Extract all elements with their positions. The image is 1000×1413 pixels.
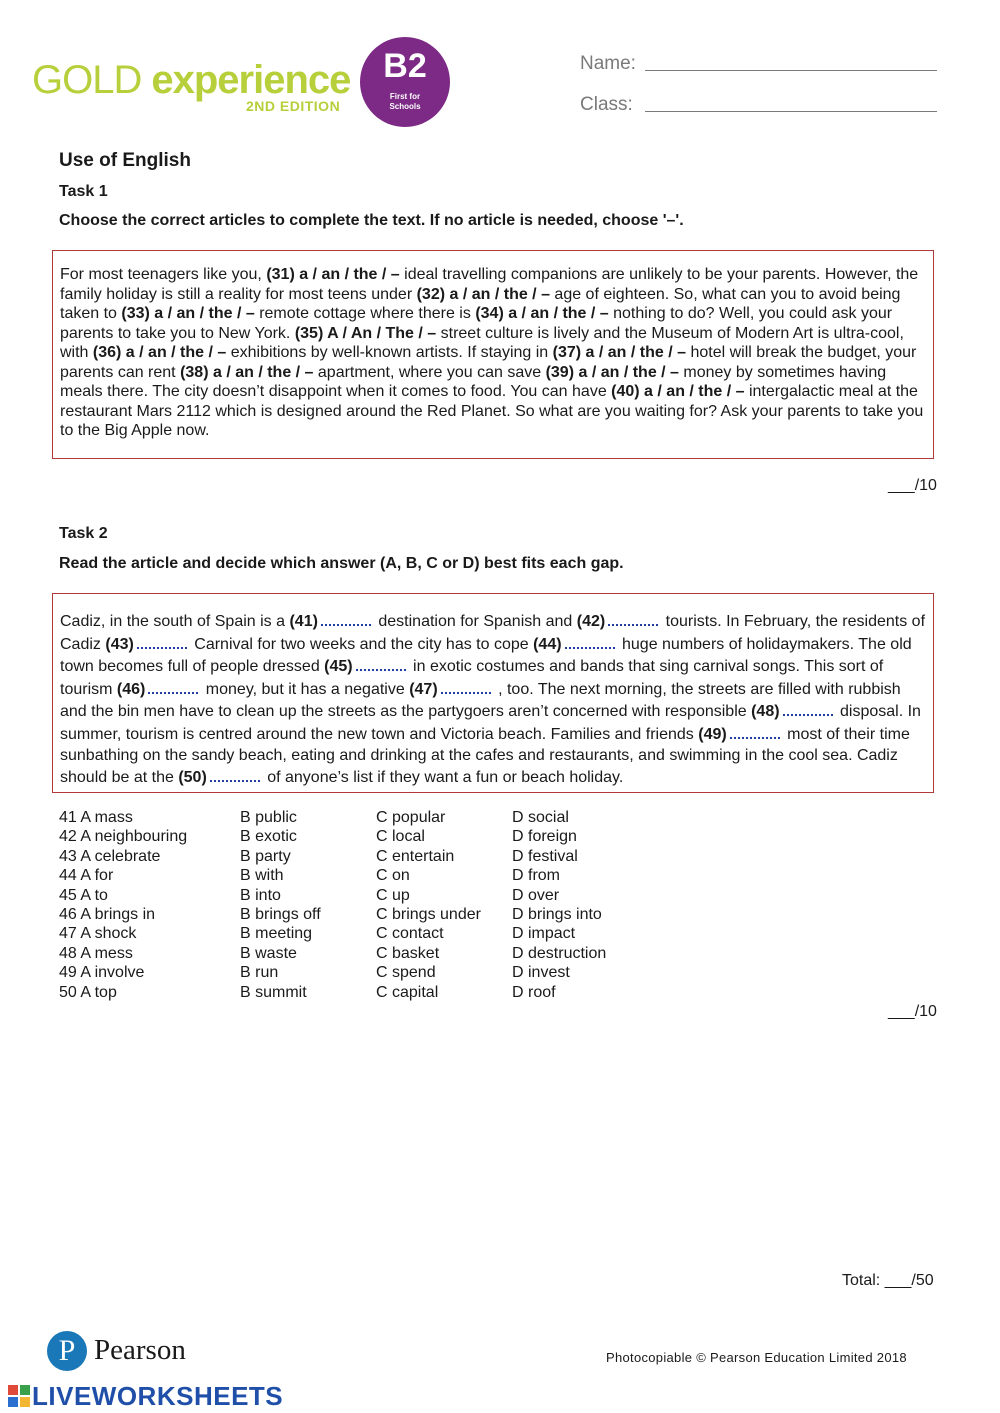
gap-43-label: (43) bbox=[105, 635, 134, 653]
option-48-b[interactable]: B waste bbox=[240, 944, 297, 962]
option-43-c[interactable]: C entertain bbox=[376, 847, 455, 865]
choice-39[interactable]: (39) a / an / the / – bbox=[545, 363, 679, 381]
option-47-d[interactable]: D impact bbox=[512, 925, 576, 943]
page-title: Use of English bbox=[59, 150, 191, 171]
task1-passage: For most teenagers like you, (31) a / an / the / – ideal travelling companions are unlikely to be your parents. However, the family holiday is still a reality for most teens under (32) a / an / the / – age of eighteen. So, what can you to avoid being taken to (33) a / an / the / – remote cottage where there is (34) a / an / the / – nothing to do? Well, you could ask your parents to take you to New York. (35) A / An / The / – street culture is lively and the Museum of Modern Art is ultra-cool, with (36) a / an / the / – exhibitions by well-known artists. If staying in (37) a / an / the / – hotel will break the budget, your parents can rent (38) a / an / the / – apartment, where you can save (39) a / an / the / – money by sometimes having meals there. The city doesn’t disappoint when it comes to food. You can have (40) a / an / the / – intergalactic meal at the restaurant Mars 2112 which is designed around the Red Planet. So what are you waiting for? Ask your parents to take you to the Big Apple now. bbox=[60, 266, 924, 439]
option-47-a[interactable]: 47 A shock bbox=[59, 925, 137, 943]
name-field[interactable] bbox=[645, 70, 937, 71]
option-50-c[interactable]: C capital bbox=[376, 983, 439, 1001]
choice-32[interactable]: (32) a / an / the / – bbox=[416, 285, 550, 303]
gap-44-input[interactable] bbox=[565, 633, 615, 649]
task2-score: ___/10 bbox=[888, 1003, 937, 1020]
class-field[interactable] bbox=[645, 111, 937, 112]
liveworksheets-logo[interactable]: LIVEWORKSHEETS bbox=[32, 1381, 284, 1411]
gap-46-input[interactable] bbox=[148, 678, 198, 694]
gap-41-input[interactable] bbox=[321, 610, 371, 626]
total-score: Total: ___/50 bbox=[842, 1272, 934, 1289]
option-50-d[interactable]: D roof bbox=[512, 983, 556, 1001]
option-42-d[interactable]: D foreign bbox=[512, 828, 577, 846]
option-46-b[interactable]: B brings off bbox=[240, 905, 321, 923]
gap-48-input[interactable] bbox=[783, 700, 833, 716]
choice-38[interactable]: (38) a / an / the / – bbox=[180, 363, 314, 381]
copyright-notice: Photocopiable © Pearson Education Limited 2018 bbox=[606, 1350, 907, 1365]
gap-43-input[interactable] bbox=[137, 633, 187, 649]
option-49-b[interactable]: B run bbox=[240, 964, 279, 982]
logo-edition: 2ND EDITION bbox=[246, 98, 341, 114]
choice-31[interactable]: (31) a / an / the / – bbox=[266, 266, 400, 283]
gap-42-input[interactable] bbox=[608, 610, 658, 626]
level-badge-sub1: First for bbox=[389, 92, 421, 101]
option-47-b[interactable]: B meeting bbox=[240, 925, 313, 943]
choice-40[interactable]: (40) a / an / the / – bbox=[611, 383, 745, 400]
pearson-wordmark: Pearson bbox=[94, 1334, 186, 1366]
gap-45-label: (45) bbox=[324, 658, 353, 676]
option-41-d[interactable]: D social bbox=[512, 809, 569, 826]
gap-50-label: (50) bbox=[178, 769, 207, 787]
option-42-a[interactable]: 42 A neighbouring bbox=[59, 828, 188, 846]
level-badge-subtitle bbox=[360, 92, 450, 112]
level-badge-label: B2 bbox=[383, 47, 427, 85]
option-47-c[interactable]: C contact bbox=[376, 925, 444, 943]
option-50-a[interactable]: 50 A top bbox=[59, 983, 117, 1001]
liveworksheets-icon bbox=[8, 1385, 30, 1407]
option-44-b[interactable]: B with bbox=[240, 867, 284, 885]
task1-score: ___/10 bbox=[888, 477, 937, 494]
task2-instruction: Read the article and decide which answer (A, B, C or D) best fits each gap. bbox=[59, 555, 624, 572]
gap-50-input[interactable] bbox=[210, 766, 260, 782]
option-45-b[interactable]: B into bbox=[240, 886, 281, 904]
gap-48-label: (48) bbox=[751, 703, 780, 721]
gap-44-label: (44) bbox=[533, 635, 562, 653]
option-48-d[interactable]: D destruction bbox=[512, 944, 607, 962]
option-49-c[interactable]: C spend bbox=[376, 964, 436, 982]
option-45-a[interactable]: 45 A to bbox=[59, 886, 108, 904]
option-50-b[interactable]: B summit bbox=[240, 983, 307, 1001]
option-41-b[interactable]: B public bbox=[240, 809, 297, 826]
choice-35[interactable]: (35) A / An / The / – bbox=[294, 324, 437, 342]
task1-text-box bbox=[52, 250, 934, 459]
task2-passage: Cadiz, in the south of Spain is a (41) destination for Spanish and (42) tourists. In February, the residents of Cadiz (43) Carnival for two weeks and the city has to cope (44) huge numbers of holidaymakers. The old town becomes full of people dressed (45) in exotic costumes and bands that sing carnival songs. This sort of tourism (46) money, but it has a negative (47) , too. The next morning, the streets are filled with rubbish and the bin men have to clean up the streets as the partygoers aren’t concerned with responsible (48) disposal. In summer, tourism is centred around the new town and Victoria beach. Families and friends (49) most of their time sunbathing on the sandy beach, eating and drinking at the cafes and restaurants, and swimming in the cool sea. Cadiz should be at the (50) of anyone’s list if they want a fun or beach holiday. bbox=[60, 610, 926, 789]
task1-instruction: Choose the correct articles to complete the text. If no article is needed, choose '–'. bbox=[59, 212, 684, 229]
gold-experience-logo bbox=[32, 58, 350, 103]
option-44-d[interactable]: D from bbox=[512, 867, 560, 885]
option-46-a[interactable]: 46 A brings in bbox=[59, 905, 156, 923]
task2-heading: Task 2 bbox=[59, 525, 108, 542]
option-46-d[interactable]: D brings into bbox=[512, 905, 602, 923]
level-badge bbox=[360, 37, 450, 127]
option-41-a[interactable]: 41 A mass bbox=[59, 809, 133, 826]
gap-46-label: (46) bbox=[116, 680, 146, 698]
choice-37[interactable]: (37) a / an / the / – bbox=[552, 344, 687, 361]
gap-49-label: (49) bbox=[698, 725, 727, 743]
logo-word-experience: experience bbox=[151, 58, 351, 102]
option-42-b[interactable]: B exotic bbox=[240, 828, 297, 846]
level-badge-sub2: Schools bbox=[389, 102, 421, 111]
task1-heading: Task 1 bbox=[59, 183, 108, 200]
option-42-c[interactable]: C local bbox=[376, 828, 425, 846]
option-45-d[interactable]: D over bbox=[512, 886, 560, 904]
choice-33[interactable]: (33) a / an / the / – bbox=[121, 305, 255, 322]
gap-47-label: (47) bbox=[409, 680, 438, 698]
gap-41-label: (41) bbox=[289, 613, 318, 630]
pearson-logo-icon: P bbox=[47, 1331, 87, 1371]
gap-49-input[interactable] bbox=[730, 723, 780, 739]
option-45-c[interactable]: C up bbox=[376, 886, 410, 904]
gap-45-input[interactable] bbox=[356, 655, 406, 671]
option-46-c[interactable]: C brings under bbox=[376, 905, 481, 923]
option-49-d[interactable]: D invest bbox=[512, 964, 570, 982]
choice-36[interactable]: (36) a / an / the / – bbox=[92, 344, 227, 361]
option-43-d[interactable]: D festival bbox=[512, 847, 578, 865]
choice-34[interactable]: (34) a / an / the / – bbox=[475, 305, 609, 322]
gap-47-input[interactable] bbox=[441, 678, 491, 694]
option-43-b[interactable]: B party bbox=[240, 847, 291, 865]
option-43-a[interactable]: 43 A celebrate bbox=[59, 847, 161, 865]
task2-text-box bbox=[52, 593, 934, 793]
name-label: Name: bbox=[580, 53, 636, 74]
option-49-a[interactable]: 49 A involve bbox=[59, 964, 145, 982]
option-44-a[interactable]: 44 A for bbox=[59, 867, 114, 885]
option-41-c[interactable]: C popular bbox=[376, 809, 446, 826]
option-48-a[interactable]: 48 A mess bbox=[59, 944, 133, 962]
option-44-c[interactable]: C on bbox=[376, 867, 410, 885]
gap-42-label: (42) bbox=[576, 613, 606, 630]
class-label: Class: bbox=[580, 94, 633, 115]
logo-word-gold: GOLD bbox=[32, 58, 142, 102]
option-48-c[interactable]: C basket bbox=[376, 944, 440, 962]
